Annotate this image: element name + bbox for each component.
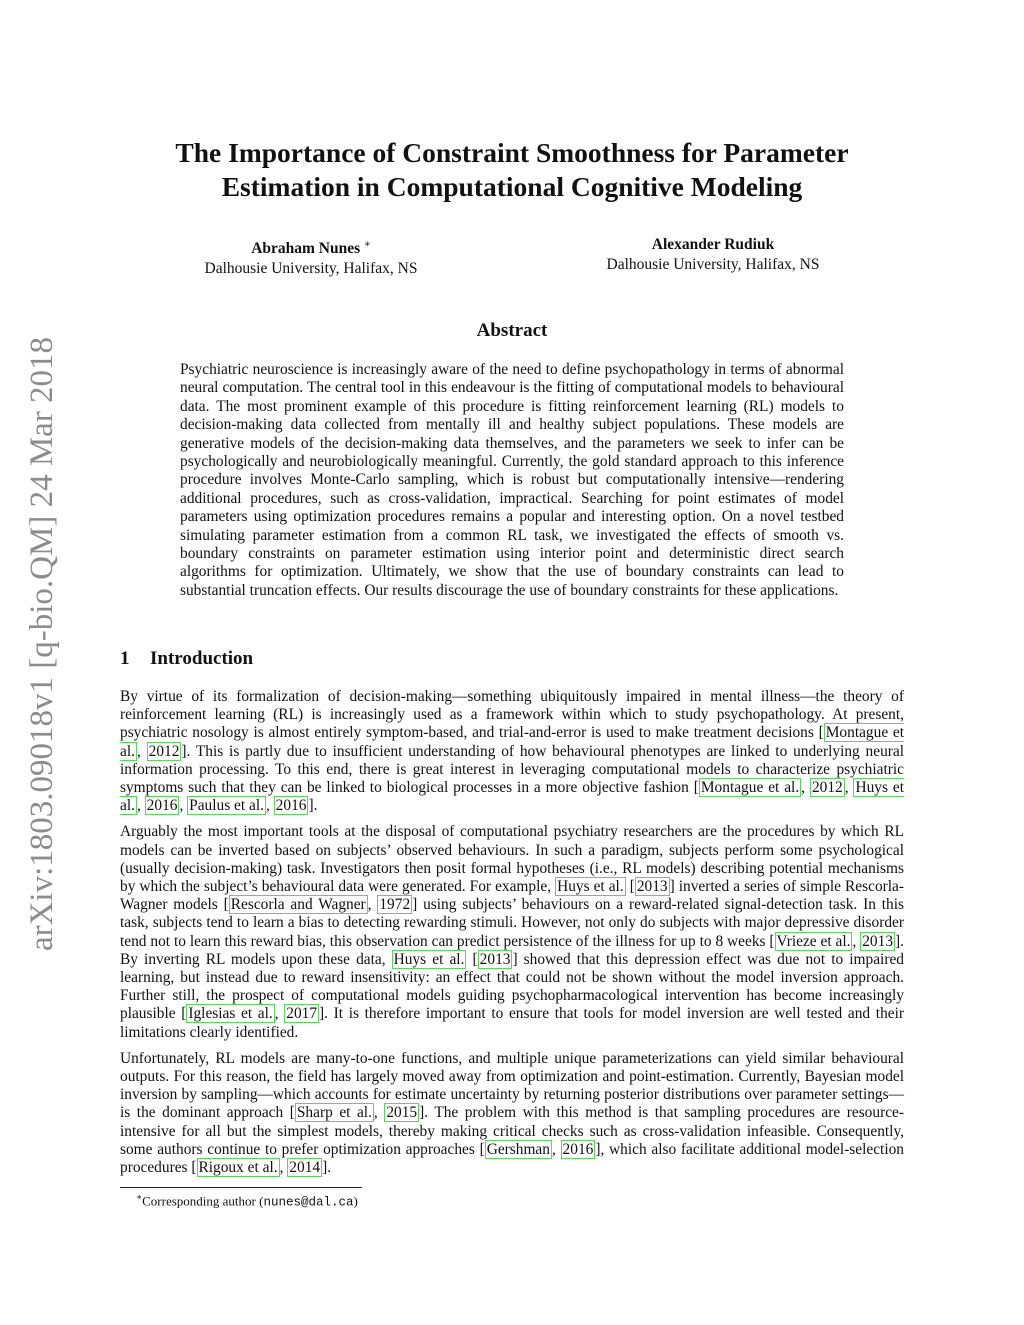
paragraph-2: Arguably the most important tools at the disposal of computational psychiatry researchers are the procedures by which RL models can be inverted based on subjects’ observed behaviours. In such a paradigm, subjects perform some psychological (usually decision-making) task. Investigators then posit formal hypotheses (i.e., RL models) describing potential mechanisms by which the subject’s behavioural data were generated. For example, Huys et al. [ 2013 ] inverted a series of simple Rescorla-Wagner models [ Rescorla and Wagner , 1972 ] using subjects’ behaviours on a reward-related signal-detection task. In this task, subjects tend to learn a bias to detecting rewarding stimuli. However, not only do subjects with major depressive disorder tend not to learn this reward bias, this observation can predict persistence of the illness for up to 8 weeks [ Vrieze et al. , 2013 ]. By inverting RL models upon these data, Huys et al. [ 2013 ] showed that this depression effect was due not to impaired learning, but instead due to reward insensitivity: an effect that could not be shown without the model inversion approach. Further still, the prospect of computational models guiding psychopharmacological intervention has become increasingly plausible [ Iglesias et al. , 2017 ]. It is therefore important to ensure that tools for model inversion are well tested and their limitations clearly identified.: [120, 823, 905, 1041]
citation-link[interactable]: Montague et al.: [700, 779, 800, 797]
citation-link[interactable]: Montague et al.: [120, 724, 905, 760]
citation-link[interactable]: Vrieze et al.: [776, 932, 851, 950]
citation-link[interactable]: Paulus et al.: [189, 797, 264, 815]
citation-link[interactable]: Iglesias et al.: [188, 1005, 273, 1023]
author-block-1: [146, 235, 476, 279]
citation-link[interactable]: 2016: [146, 797, 178, 815]
author-block-2: [548, 235, 878, 275]
footnote-mark: ∗: [136, 1192, 143, 1202]
arxiv-side-stamp: arXiv:1803.09018v1 [q-bio.QM] 24 Mar 2018: [24, 336, 60, 952]
abstract-heading: Abstract: [476, 320, 548, 341]
citation-link[interactable]: 2017: [286, 1005, 318, 1023]
author-name: Abraham Nunes: [251, 240, 361, 258]
citation-link[interactable]: Gershman: [486, 1140, 550, 1158]
citation-link[interactable]: Rigoux et al.: [198, 1159, 278, 1177]
footnote-divider: [120, 1187, 362, 1188]
paragraph-3: Unfortunately, RL models are many-to-one functions, and multiple unique parameterizations can yield similar behavioural outputs. For this reason, the field has largely moved away from optimization and point-estimation. Currently, Bayesian model inversion by sampling—which accounts for estimate uncertainty by returning posterior distributions over parameter settings—is the dominant approach [ Sharp et al. , 2015 ]. The problem with this method is that sampling procedures are resource-intensive for all but the simplest models, thereby making critical checks such as cross-validation infeasible. Consequently, some authors continue to prefer optimization approaches [ Gershman , 2016 ], which also facilitate additional model-selection procedures [ Rigoux et al. , 2014 ].: [120, 1049, 904, 1177]
title-line-2: Estimation in Computational Cognitive Modeling: [221, 171, 803, 202]
citation-link[interactable]: 2016: [562, 1140, 594, 1158]
citation-link[interactable]: 2015: [386, 1104, 418, 1122]
abstract-text: Psychiatric neuroscience is increasingly aware of the need to define psychopathology in terms of abnormal neural computation. The central tool in this endeavour is the fitting of computational models to behavioural data. The most prominent example of this procedure is fitting reinforcement learning (RL) models to decision-making data collected from mentally ill and healthy subject populations. These models are generative models of the decision-making data themselves, and the parameters we seek to infer can be psychologically and neurobiologically meaningful. Currently, the gold standard approach to this inference procedure involves Monte-Carlo sampling, which is robust but computationally intensive—rendering additional procedures, such as cross-validation, impractical. Searching for point estimates of model parameters using optimization procedures remains a popular and interesting option. On a novel testbed simulating parameter estimation from a common RL task, we investigated the effects of smooth vs. boundary constraints on parameter estimation using interior point and deterministic direct search algorithms for optimization. Ultimately, we show that the use of boundary constraints can lead to substantial truncation effects. Our results discourage the use of boundary constraints for these applications.: [180, 361, 844, 599]
citation-link[interactable]: Rescorla and Wagner: [230, 896, 366, 914]
author-affiliation: Dalhousie University, Halifax, NS: [204, 260, 418, 278]
body-text: [120, 688, 904, 1185]
citation-link[interactable]: Huys et al.: [557, 878, 624, 896]
paragraph-1: By virtue of its formalization of decision-making—something ubiquitously impaired in mental illness—the theory of reinforcement learning (RL) is increasingly used as a framework within which to study psychopathology. At present, psychiatric nosology is almost entirely symptom-based, and trial-and-error is used to make treatment decisions [ Montague et al. , 2012 ]. This is partly due to insufficient understanding of how behavioural phenotypes are linked to underlying neural information processing. To this end, there is great interest in leveraging computational models to characterize psychiatric symptoms such that they can be linked to biological processes in a more objective fashion [ Montague et al. , 2012 , Huys et al. , 2016 , Paulus et al. , 2016 ].: [120, 688, 905, 815]
citation-link[interactable]: Huys et al.: [393, 950, 465, 968]
footnote-text: Corresponding author (: [142, 1193, 264, 1209]
citation-link[interactable]: 2012: [811, 779, 843, 797]
section-title: Introduction: [150, 648, 254, 669]
author-name: Alexander Rudiuk: [651, 236, 775, 253]
citation-link[interactable]: 2013: [862, 932, 894, 950]
citation-link[interactable]: Sharp et al.: [296, 1104, 372, 1122]
citation-link[interactable]: 2014: [289, 1159, 321, 1177]
section-heading: [120, 648, 253, 670]
paper-title: [100, 136, 924, 204]
author-affiliation: Dalhousie University, Halifax, NS: [606, 256, 820, 273]
section-number: 1: [120, 648, 130, 669]
title-line-1: The Importance of Constraint Smoothness for Parameter: [175, 137, 849, 168]
citation-link[interactable]: 1972: [379, 896, 411, 914]
citation-link[interactable]: Huys et al.: [120, 779, 904, 815]
citation-link[interactable]: 2013: [479, 950, 511, 968]
footnote-email[interactable]: nunes@dal.ca: [263, 1195, 354, 1210]
citation-link[interactable]: 2012: [148, 742, 180, 760]
citation-link[interactable]: 2013: [636, 878, 668, 896]
citation-link[interactable]: 2016: [275, 797, 307, 815]
footnote: ∗Corresponding author (nunes@dal.ca): [136, 1192, 358, 1210]
author-footnote-mark[interactable]: ∗: [364, 239, 371, 250]
